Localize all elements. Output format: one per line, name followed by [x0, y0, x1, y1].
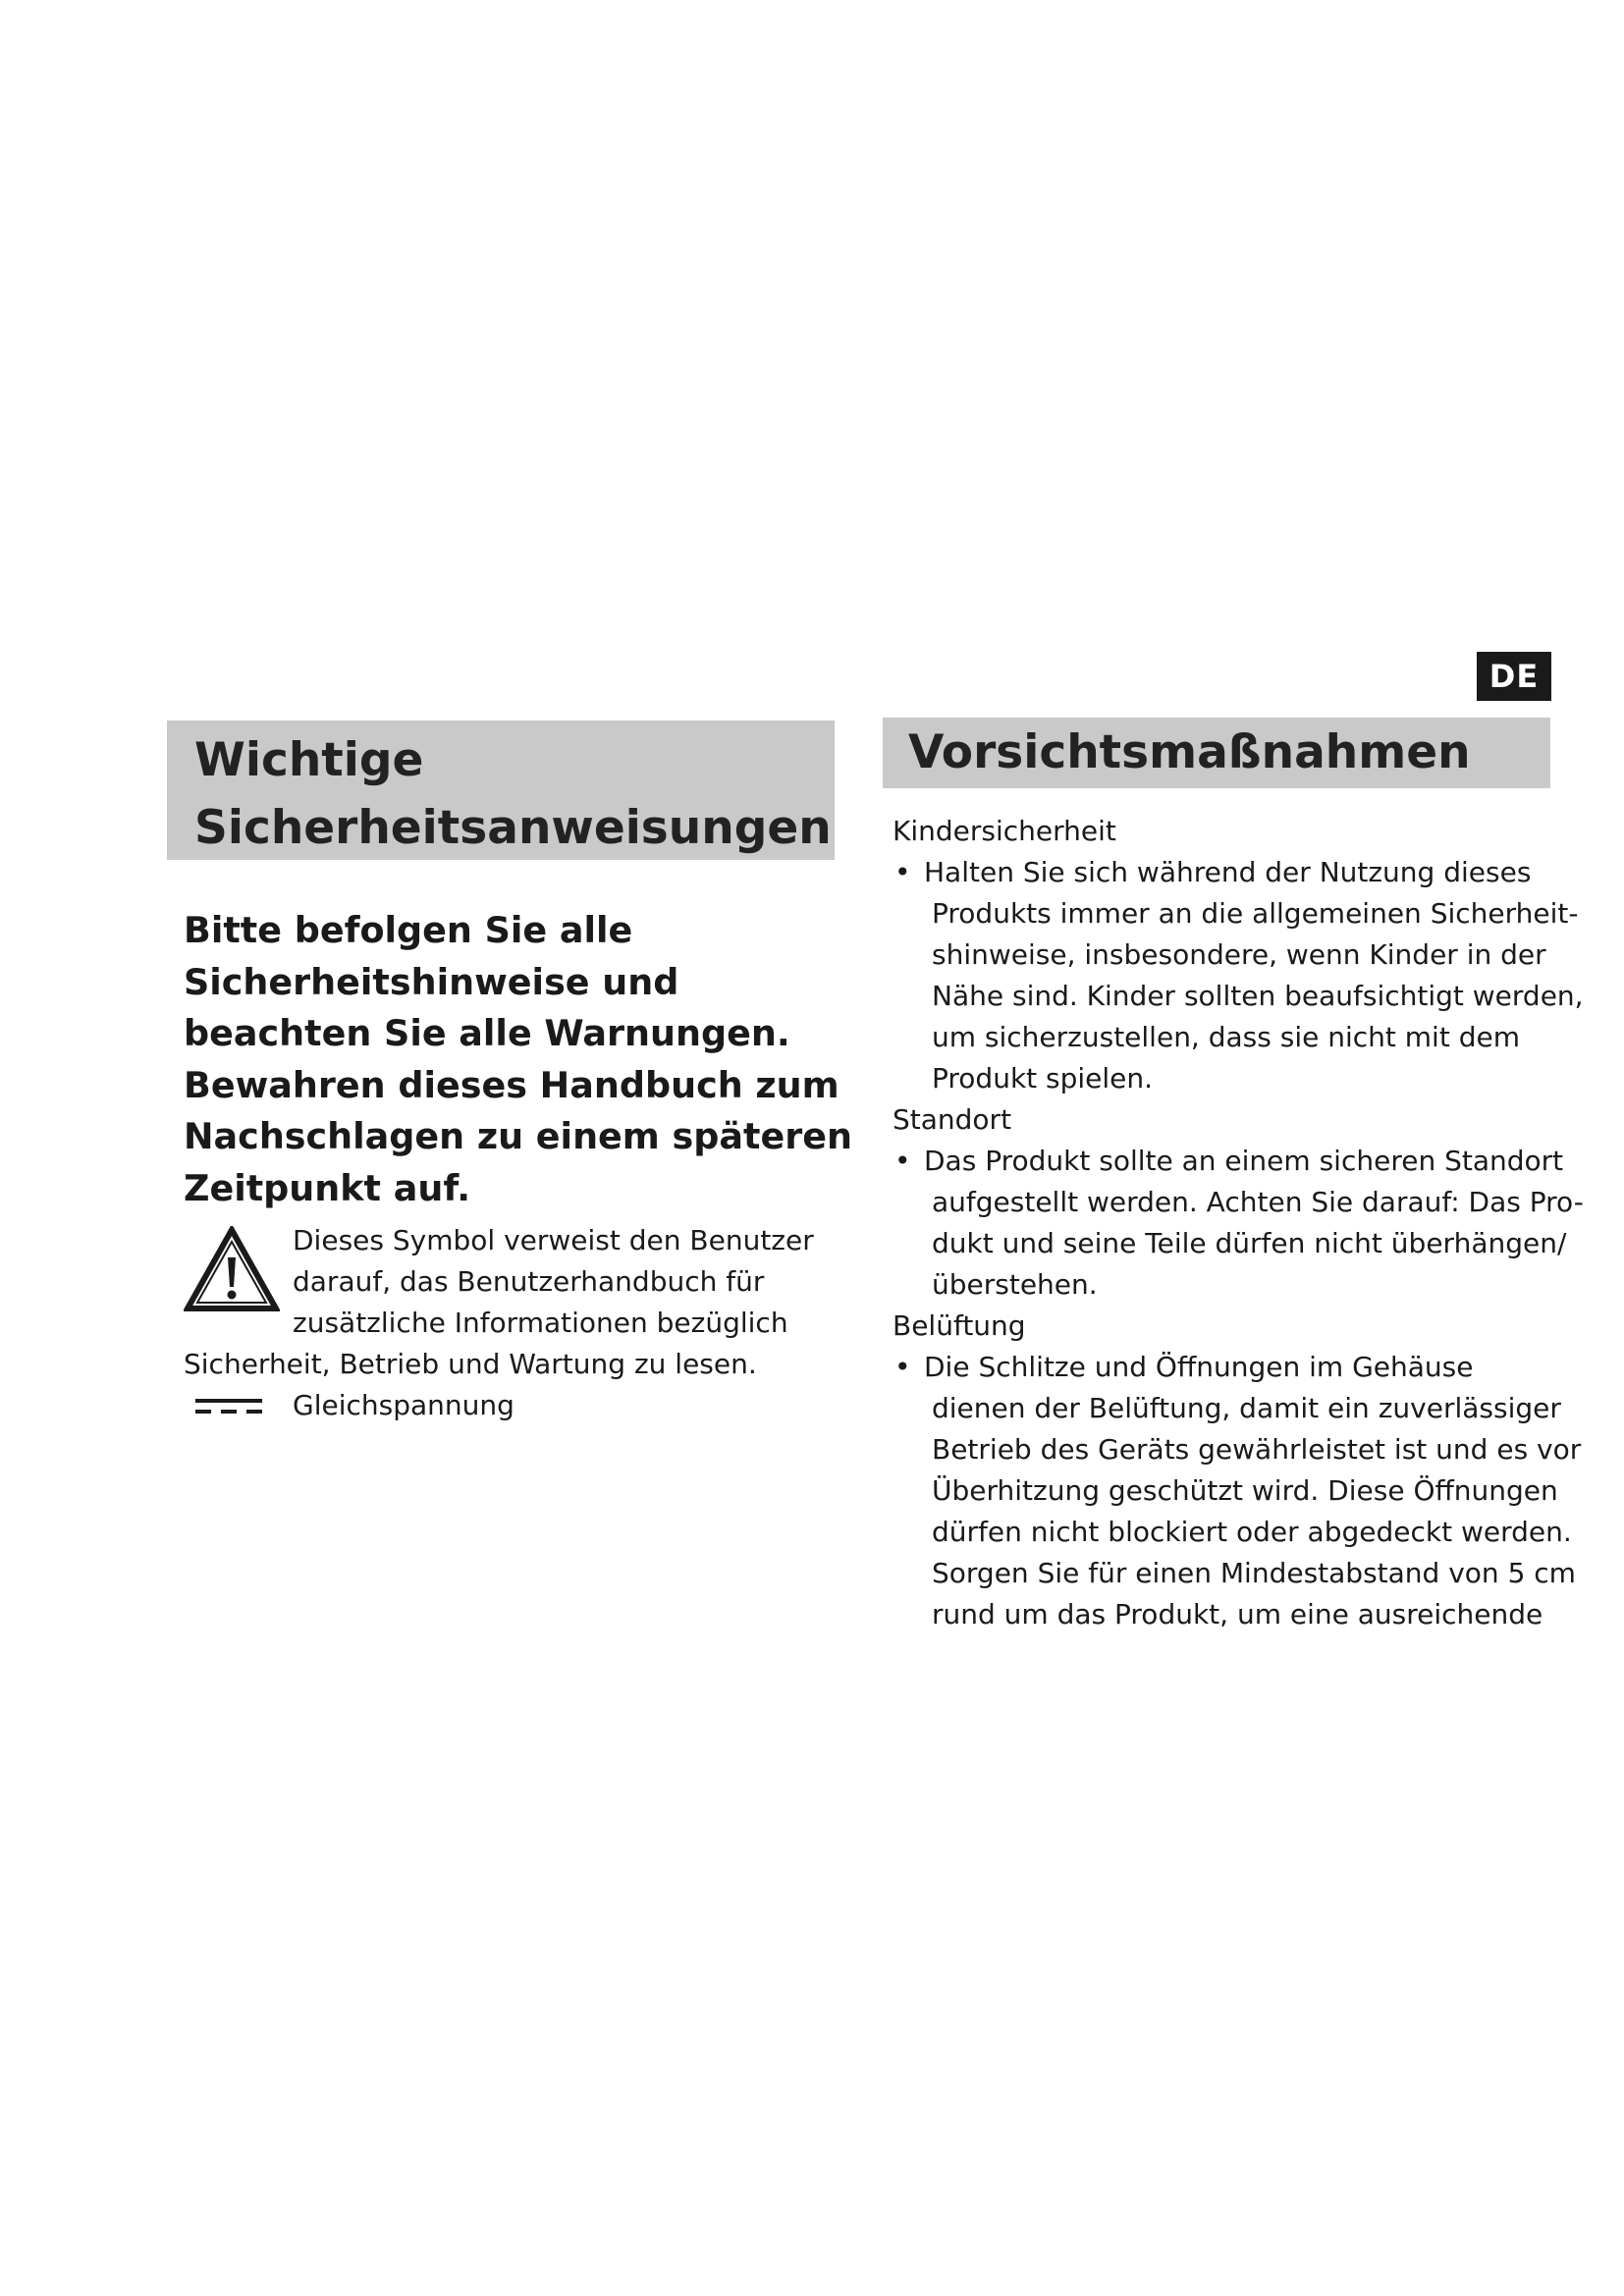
bullet-line: Betrieb des Geräts gewährleistet ist und es vor	[932, 1433, 1582, 1466]
bullet-line: um sicherzustellen, dass sie nicht mit dem	[932, 1021, 1520, 1053]
intro-line: Zeitpunkt auf.	[184, 1166, 471, 1209]
bullet-line: überstehen.	[932, 1268, 1098, 1301]
bullet-line: dürfen nicht blockiert oder abgedeckt werden.	[932, 1516, 1572, 1548]
precautions-heading: Vorsichtsmaßnahmen	[883, 718, 1550, 788]
bullet-item-child-safety	[893, 852, 1584, 1099]
symbol-line: darauf, das Benutzerhandbuch für	[293, 1265, 765, 1298]
bullet-line: dukt und seine Teile dürfen nicht überhängen/	[932, 1227, 1567, 1259]
intro-line: Sicherheitshinweise und	[184, 960, 679, 1003]
warning-symbol-explanation	[184, 1220, 812, 1385]
bullet-line: Sorgen Sie für einen Mindestabstand von 5 cm	[932, 1557, 1576, 1589]
dc-voltage-icon	[195, 1397, 262, 1416]
dc-voltage-label: Gleichspannung	[293, 1389, 514, 1421]
bullet-dot: •	[894, 1145, 911, 1177]
intro-line: beachten Sie alle Warnungen.	[184, 1012, 790, 1054]
section-title-location: Standort	[893, 1103, 1012, 1136]
symbol-line: Sicherheit, Betrieb und Wartung zu lesen.	[184, 1348, 757, 1380]
bullet-line: rund um das Produkt, um eine ausreichende	[932, 1598, 1543, 1630]
language-badge: DE	[1477, 652, 1551, 701]
heading-line-2: Sicherheitsanweisungen	[194, 801, 832, 855]
safety-instructions-heading	[167, 721, 835, 860]
bullet-dot: •	[894, 856, 911, 888]
bullet-line: Das Produkt sollte an einem sicheren Standort	[924, 1145, 1564, 1177]
section-title-ventilation: Belüftung	[893, 1309, 1026, 1342]
section-title-child-safety: Kindersicherheit	[893, 815, 1116, 847]
intro-line: Bitte befolgen Sie alle	[184, 909, 633, 951]
intro-line: Nachschlagen zu einem späteren	[184, 1115, 852, 1157]
symbol-line: zusätzliche Informationen bezüglich	[293, 1307, 788, 1339]
bullet-line: Die Schlitze und Öffnungen im Gehäuse	[924, 1351, 1474, 1383]
bullet-line: shinweise, insbesondere, wenn Kinder in der	[932, 938, 1546, 971]
bullet-line: Produkts immer an die allgemeinen Sicherheit-	[932, 897, 1579, 930]
right-column	[893, 811, 1584, 1635]
heading-line-1: Wichtige	[194, 733, 424, 787]
bullet-item-location	[893, 1141, 1584, 1306]
bullet-line: Produkt spielen.	[932, 1062, 1154, 1095]
bullet-line: Halten Sie sich während der Nutzung dieses	[924, 856, 1532, 888]
bullet-line: Nähe sind. Kinder sollten beaufsichtigt werden,	[932, 980, 1584, 1012]
dc-voltage-row	[184, 1385, 812, 1426]
bullet-item-ventilation	[893, 1347, 1582, 1635]
left-column	[184, 905, 852, 1426]
warning-triangle-icon	[184, 1226, 280, 1312]
intro-line: Bewahren dieses Handbuch zum	[184, 1063, 839, 1106]
bullet-line: Überhitzung geschützt wird. Diese Öffnungen	[932, 1474, 1558, 1507]
bullet-line: aufgestellt werden. Achten Sie darauf: Das Pro-	[932, 1186, 1584, 1218]
bullet-line: dienen der Belüftung, damit ein zuverlässiger	[932, 1392, 1561, 1424]
intro-paragraph	[184, 905, 852, 1214]
bullet-dot: •	[894, 1351, 911, 1383]
symbol-line: Dieses Symbol verweist den Benutzer	[293, 1224, 814, 1256]
